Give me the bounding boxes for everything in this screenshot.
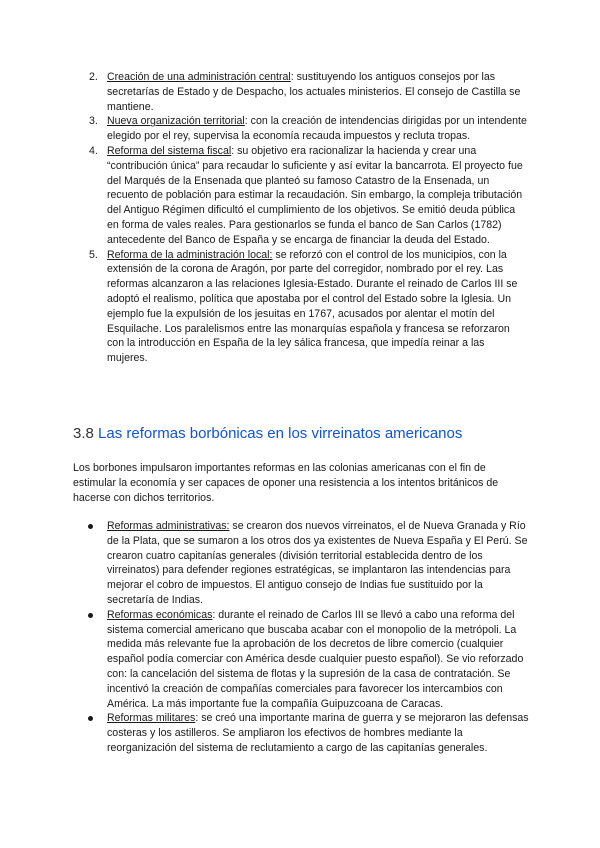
list-item-body: se reforzó con el control de los municipios, con la extensión de la corona de Aragón, por parte del corregidor, nombrado por el rey. Las reformas alcanzaron a las relaciones Iglesia-Estado. Durante el reinado de Carlos III se adoptó el realismo, política que apostaba por el control del Estado sobre la Iglesia. Un ejemplo fue la expulsión de los jesuitas en 1767, acusados por alentar el motín del Esquilache. Los paralelismos entre las monarquías española y francesa se reforzaron con la introducción en España de la ley sálica francesa, que impedía reinar a las mujeres. — [107, 248, 518, 365]
list-item-text — [107, 711, 532, 755]
bullet-icon — [88, 613, 93, 618]
list-item-text — [107, 608, 532, 712]
list-item — [0, 114, 600, 144]
section-heading — [73, 424, 462, 444]
list-item — [0, 248, 600, 366]
list-item-term: Nueva organización territorial — [107, 115, 245, 128]
section-title: Las reformas borbónicas en los virreinatos americanos — [98, 425, 463, 442]
list-item-body: : con la creación de intendencias dirigidas por un intendente elegido por el rey, supervisa la economía recauda impuestos y recluta tropas. — [107, 115, 527, 143]
list-item-body: : sustituyendo los antiguos consejos por las secretarías de Estado y de Despacho, los actuales ministerios. El consejo de Castilla se mantiene. — [107, 71, 521, 113]
bullet-list — [0, 519, 600, 756]
list-number: 3. — [89, 115, 98, 128]
list-item-body: : su objetivo era racionalizar la hacienda y crear una “contribución única” para recaudar lo suficiente y así evitar la bancarrota. El proyecto fue del Marqués de la Ensenada que planteó su famoso Catastro de la Ensenada, un recuento de población para estimar la recaudación. Sin embargo, la compleja tributación del Antiguo Régimen dificultó el cumplimiento de los objetivos. Se emitió deuda pública en forma de vales reales. Para gestionarlos se funda el banco de San Carlos (1782) antecedente del Banco de España y se encarga de financiar la deuda del Estado. — [107, 144, 523, 246]
list-number: 2. — [89, 71, 98, 83]
list-item-term: Reformas económicas — [107, 608, 213, 621]
list-item-body: : se creó una importante marina de guerra y se mejoraron las defensas costeras y los astilleros. Se ampliaron los efectivos de hombres mediante la reorganización del sistema de reclutamiento a cargo de las capitanías generales. — [107, 712, 529, 754]
list-item-term: Reforma del sistema fiscal — [107, 144, 232, 157]
list-item — [0, 519, 600, 608]
list-number: 5. — [89, 248, 98, 261]
list-number: 4. — [89, 144, 98, 157]
list-item-text — [107, 248, 528, 366]
list-item-term: Reforma de la administración local: — [107, 248, 273, 261]
list-item-text — [107, 144, 528, 248]
list-item-text — [107, 519, 532, 608]
list-item — [0, 608, 600, 712]
list-item — [0, 144, 600, 248]
section-number: 3.8 — [73, 425, 94, 442]
list-item-body: se crearon dos nuevos virreinatos, el de Nueva Granada y Río de la Plata, que se sumaron a los otros dos ya existentes de Nueva España y El Perú. Se crearon cuatro capitanías generales (división territorial establecida dentro de los virreinatos) para defender regiones estratégicas, se implantaron las intendencias para mejorar el cobro de impuestos. El antiguo consejo de Indias fue sustituido por la secretaría de Indias. — [107, 520, 528, 606]
list-item-term: Creación de una administración central — [107, 71, 291, 83]
list-item-term: Reformas administrativas: — [107, 520, 230, 532]
list-item — [0, 711, 600, 755]
list-item — [0, 70, 600, 114]
list-item-text — [107, 114, 528, 144]
intro-paragraph: Los borbones impulsaron importantes reformas en las colonias americanas con el fin de estimular la economía y ser capaces de oponer una resistencia a los intentos británicos de hacerse con dichos territorios. — [73, 462, 499, 504]
bullet-icon — [88, 524, 93, 529]
bullet-icon — [88, 716, 93, 721]
numbered-list — [0, 70, 600, 366]
list-item-term: Reformas militares — [107, 712, 196, 725]
list-item-text — [107, 70, 528, 114]
list-item-body: : durante el reinado de Carlos III se llevó a cabo una reforma del sistema comercial americano que buscaba acabar con el monopolio de la metrópoli. La medida más relevante fue la aprobación de los decretos de libre comercio (cualquier español podía comerciar con América desde cualquier puesto español). Se vio reforzado con: la cancelación del sistema de flotas y la supresión de la casa de contratación. Se incentivó la creación de compañías comerciales para favorecer los intercambios con América. La más importante fue la compañía Guipuzcoana de Caracas. — [107, 608, 524, 710]
